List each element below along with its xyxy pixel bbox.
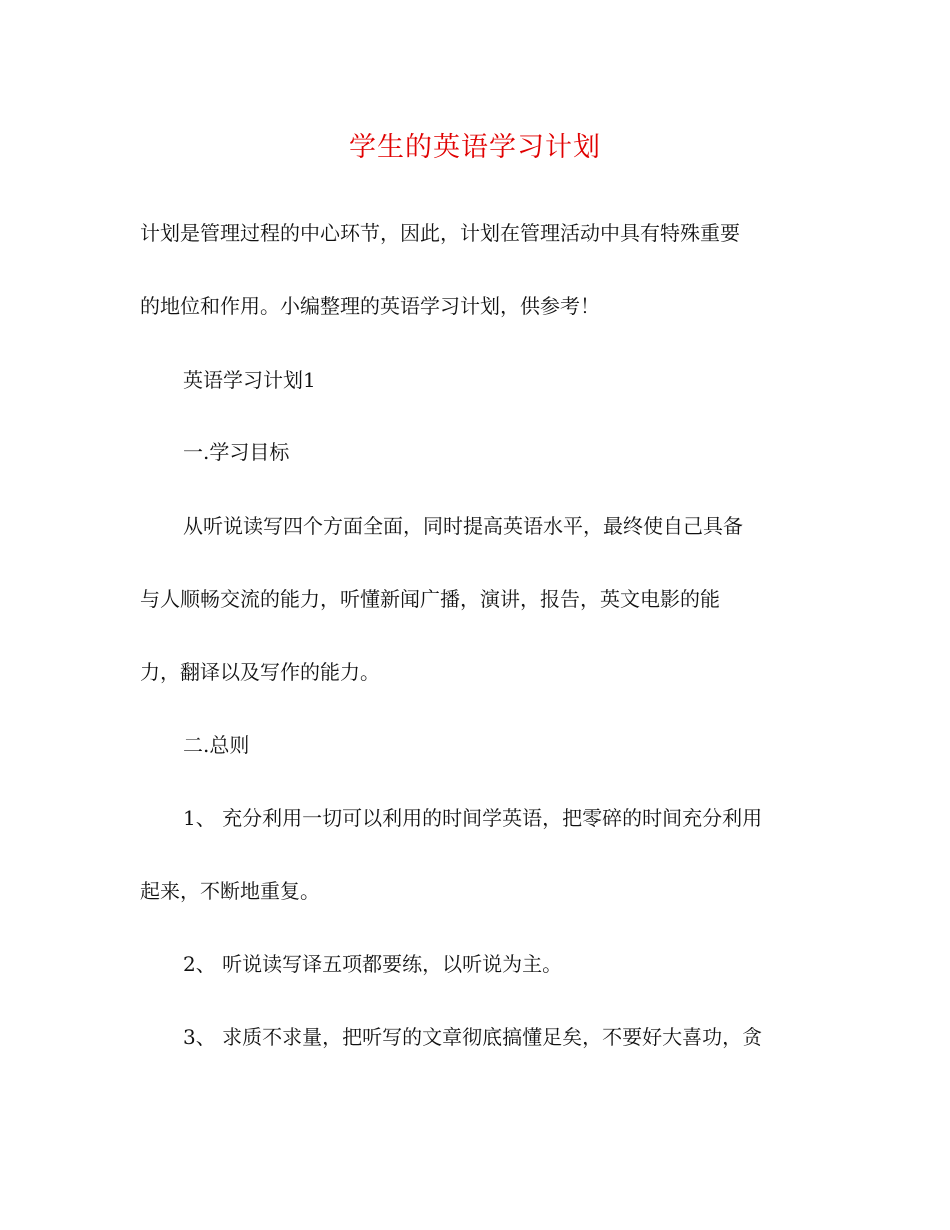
paragraph-line: 计划是管理过程的中心环节，因此，计划在管理活动中具有特殊重要 <box>140 221 740 245</box>
section-heading: 一.学习目标 <box>183 440 290 464</box>
paragraph-line: 与人顺畅交流的能力，听懂新闻广播，演讲，报告，英文电影的能 <box>140 587 720 611</box>
section-heading: 英语学习计划1 <box>183 368 316 392</box>
list-item: 1、 充分利用一切可以利用的时间学英语，把零碎的时间充分利用 <box>183 806 763 830</box>
paragraph-line: 起来，不断地重复。 <box>140 879 320 903</box>
paragraph-line: 从听说读写四个方面全面，同时提高英语水平，最终使自己具备 <box>183 514 743 538</box>
document-title: 学生的英语学习计划 <box>349 132 601 163</box>
paragraph-line: 力，翻译以及写作的能力。 <box>140 660 380 684</box>
list-item: 3、 求质不求量，把听写的文章彻底搞懂足矣，不要好大喜功，贪 <box>183 1025 763 1049</box>
list-item: 2、 听说读写译五项都要练，以听说为主。 <box>183 952 563 976</box>
section-heading: 二.总则 <box>183 733 250 757</box>
paragraph-line: 的地位和作用。小编整理的英语学习计划，供参考！ <box>140 294 600 318</box>
